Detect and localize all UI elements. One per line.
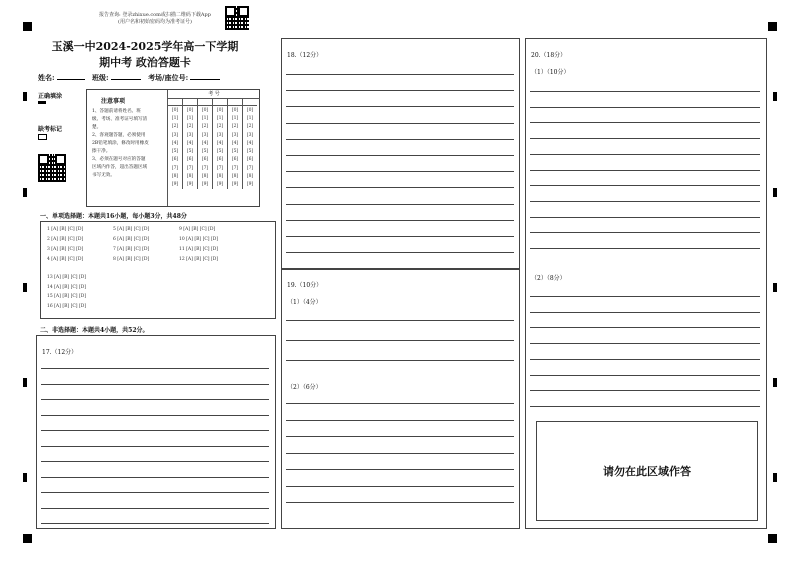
mc-question-item[interactable]: 7 [A] [B] [C] [D]	[113, 247, 150, 252]
section2-title: 二、非选择题：本题共4小题，共52分。	[40, 327, 149, 334]
notice-title: 注意事项	[101, 98, 126, 105]
exam-digit-bubble[interactable]: [4]	[243, 139, 258, 147]
section1-title: 一、单项选择题：本题共16小题，每小题3分，共48分	[40, 213, 187, 220]
exam-number-area	[167, 90, 260, 206]
exam-digit-bubble[interactable]: [5]	[243, 147, 258, 155]
class-field[interactable]	[111, 79, 141, 80]
q19-answer-box[interactable]	[281, 269, 520, 529]
notice-line: 级、考场、准考证号填写清	[92, 117, 148, 122]
mc-question-item[interactable]: 16 [A] [B] [C] [D]	[47, 303, 87, 309]
mc-question-item[interactable]: 2 [A] [B] [C] [D]	[47, 237, 84, 242]
mc-question-item[interactable]: 4 [A] [B] [C] [D]	[47, 257, 84, 262]
exam-digit-bubble[interactable]: [0]	[228, 106, 243, 115]
answer-line	[286, 204, 514, 205]
app-qr-code-icon	[225, 6, 249, 30]
exam-digit-bubble[interactable]: [6]	[183, 156, 198, 164]
timing-mark	[773, 378, 777, 387]
mc-question-item[interactable]: 1 [A] [B] [C] [D]	[47, 227, 84, 232]
corner-mark-tr	[768, 22, 777, 31]
answer-line	[286, 252, 514, 253]
timing-mark	[23, 283, 27, 292]
mc-question-item[interactable]: 5 [A] [B] [C] [D]	[113, 227, 150, 232]
mc-answer-box	[40, 221, 276, 319]
answer-line	[286, 155, 514, 156]
absent-mark-label: 缺考标记	[38, 126, 63, 133]
exam-digit-bubble[interactable]: [6]	[213, 156, 228, 164]
answer-line	[41, 461, 269, 462]
timing-mark	[23, 378, 27, 387]
exam-digit-bubble[interactable]: [3]	[198, 131, 213, 139]
page-title: 玉溪一中2024-2025学年高一下学期	[51, 40, 239, 53]
exam-digit-bubble[interactable]: [9]	[171, 182, 179, 188]
exam-digit-bubble[interactable]: [8]	[198, 172, 213, 180]
exam-digit-bubble[interactable]: [7]	[183, 164, 198, 172]
answer-line	[41, 399, 269, 400]
mc-question-item[interactable]: 11 [A] [B] [C] [D]	[179, 247, 219, 252]
notice-line: 2、客观题答题，必须使用	[92, 133, 146, 138]
answer-line	[530, 122, 760, 123]
exam-digit-bubble[interactable]: [3]	[171, 132, 179, 138]
answer-line	[530, 217, 760, 218]
exam-digit-bubble[interactable]: [8]	[243, 172, 258, 180]
exam-digit-bubble[interactable]: [2]	[171, 124, 179, 130]
answer-line	[286, 123, 514, 124]
seat-label: 考场/座位号:	[148, 73, 189, 82]
report-query-line1: 报告查询: 登录zhixue.com或扫描二维码下载App	[99, 12, 211, 18]
exam-digit-bubble[interactable]: [0]	[243, 106, 258, 115]
answer-line	[41, 446, 269, 447]
answer-line	[41, 430, 269, 431]
exam-digit-bubble[interactable]: [7]	[243, 164, 258, 172]
exam-digit-bubble[interactable]: [7]	[228, 164, 243, 172]
exam-digit-bubble[interactable]: [0]	[198, 106, 213, 115]
mc-question-item[interactable]: 10 [A] [B] [C] [D]	[179, 237, 219, 242]
exam-digit-bubble[interactable]: [1]	[198, 114, 213, 122]
answer-line	[530, 232, 760, 233]
exam-digit-bubble[interactable]: [9]	[198, 181, 213, 189]
answer-line	[286, 453, 514, 454]
answer-line	[41, 368, 269, 369]
timing-mark	[23, 188, 27, 197]
answer-line	[286, 106, 514, 107]
q19-2-label: （2）（6分）	[287, 384, 322, 391]
answer-line	[530, 107, 760, 108]
answer-line	[41, 492, 269, 493]
mc-question-item[interactable]: 14 [A] [B] [C] [D]	[47, 284, 87, 290]
name-label: 姓名:	[38, 73, 55, 82]
notice-line: 擦干净。	[92, 149, 111, 154]
exam-digit-bubble[interactable]: [3]	[213, 131, 228, 139]
timing-mark	[773, 188, 777, 197]
mc-question-item[interactable]: 3 [A] [B] [C] [D]	[47, 247, 84, 252]
q19-1-label: （1）（4分）	[287, 299, 322, 306]
answer-line	[286, 171, 514, 172]
report-query-line2: (用户名和初始密码均为准考证号)	[118, 19, 192, 25]
exam-digit-bubble[interactable]: [4]	[213, 139, 228, 147]
exam-digit-bubble[interactable]: [7]	[171, 165, 179, 171]
corner-mark-tl	[23, 22, 32, 31]
notice-line: 书写无效。	[92, 173, 115, 178]
exam-digit-bubble[interactable]: [3]	[183, 131, 198, 139]
corner-mark-br	[768, 534, 777, 543]
answer-line	[286, 220, 514, 221]
answer-line	[530, 327, 760, 328]
exam-digit-bubble[interactable]: [5]	[198, 147, 213, 155]
answer-line	[530, 170, 760, 171]
timing-mark	[773, 92, 777, 101]
timing-mark	[23, 92, 27, 101]
mc-question-item[interactable]: 8 [A] [B] [C] [D]	[113, 257, 150, 262]
exam-digit-bubble[interactable]: [7]	[198, 164, 213, 172]
answer-line	[286, 403, 514, 404]
answer-line	[530, 201, 760, 202]
name-field[interactable]	[57, 79, 85, 80]
exam-digit-bubble[interactable]: [0]	[171, 107, 179, 113]
exam-digit-bubble[interactable]: [6]	[198, 156, 213, 164]
page-subtitle: 期中考 政治答题卡	[99, 56, 191, 69]
exam-digit-bubble[interactable]: [2]	[198, 123, 213, 131]
answer-line	[530, 359, 760, 360]
notice-exam-box	[86, 89, 260, 207]
answer-line	[286, 420, 514, 421]
notice-line: 区域内作答，超出答题区域	[92, 165, 148, 170]
answer-line	[41, 477, 269, 478]
correct-fill-sample	[38, 101, 46, 104]
exam-number-grid	[168, 99, 257, 189]
exam-digit-bubble[interactable]: [2]	[228, 123, 243, 131]
answer-line	[286, 486, 514, 487]
exam-digit-bubble[interactable]: [5]	[183, 147, 198, 155]
answer-line	[41, 508, 269, 509]
answer-line	[286, 340, 514, 341]
answer-line	[286, 502, 514, 503]
exam-digit-bubble[interactable]: [8]	[183, 172, 198, 180]
answer-line	[286, 436, 514, 437]
exam-digit-bubble[interactable]: [3]	[243, 131, 258, 139]
exam-digit-bubble[interactable]: [2]	[243, 123, 258, 131]
mc-question-item[interactable]: 13 [A] [B] [C] [D]	[47, 275, 87, 280]
exam-digit-bubble[interactable]: [4]	[198, 139, 213, 147]
q20-answer-box[interactable]	[525, 38, 767, 529]
exam-digit-bubble[interactable]: [1]	[171, 115, 179, 121]
exam-digit-bubble[interactable]: [1]	[213, 114, 228, 122]
answer-line	[41, 523, 269, 524]
absent-mark-box[interactable]	[38, 134, 47, 140]
q18-answer-box[interactable]	[281, 38, 520, 269]
answer-line	[530, 185, 760, 186]
answer-line	[530, 248, 760, 249]
answer-line	[286, 469, 514, 470]
notice-line: 2B铅笔填涂，修改时用橡皮	[92, 141, 149, 146]
answer-line	[286, 320, 514, 321]
exam-digit-bubble[interactable]: [8]	[213, 172, 228, 180]
mc-question-item[interactable]: 12 [A] [B] [C] [D]	[179, 257, 219, 262]
mc-question-item[interactable]: 15 [A] [B] [C] [D]	[47, 294, 87, 299]
answer-line	[530, 375, 760, 376]
exam-digit-bubble[interactable]: [6]	[228, 156, 243, 164]
exam-digit-bubble[interactable]: [0]	[183, 106, 198, 115]
answer-line	[286, 90, 514, 91]
exam-digit-bubble[interactable]: [5]	[228, 147, 243, 155]
answer-line	[530, 154, 760, 155]
q20-1-label: （1）（10分）	[531, 69, 570, 76]
exam-digit-bubble[interactable]: [5]	[171, 149, 179, 155]
answer-line	[286, 360, 514, 361]
correct-fill-label: 正确填涂	[38, 93, 63, 100]
q17-label: 17.（12分）	[42, 349, 78, 356]
exam-digit-bubble[interactable]: [1]	[228, 114, 243, 122]
exam-digit-bubble[interactable]: [4]	[183, 139, 198, 147]
report-query-note	[80, 12, 230, 26]
exam-digit-bubble[interactable]: [9]	[243, 181, 258, 189]
answer-line	[530, 91, 760, 92]
corner-mark-bl	[23, 534, 32, 543]
exam-digit-bubble[interactable]: [4]	[228, 139, 243, 147]
exam-digit-bubble[interactable]: [2]	[213, 123, 228, 131]
timing-mark	[23, 473, 27, 482]
exam-digit-bubble[interactable]: [1]	[243, 114, 258, 122]
no-answer-zone-text: 请勿在此区域作答	[603, 465, 691, 478]
answer-line	[530, 138, 760, 139]
no-answer-zone	[536, 421, 758, 521]
answer-line	[286, 139, 514, 140]
seat-field[interactable]	[190, 79, 220, 80]
exam-digit-bubble[interactable]: [5]	[213, 147, 228, 155]
exam-digit-bubble[interactable]: [9]	[213, 181, 228, 189]
answer-line	[286, 187, 514, 188]
timing-mark	[773, 473, 777, 482]
answer-line	[530, 406, 760, 407]
exam-digit-bubble[interactable]: [1]	[183, 114, 198, 122]
student-info-row	[38, 73, 225, 83]
exam-digit-bubble[interactable]: [3]	[228, 131, 243, 139]
exam-digit-bubble[interactable]: [0]	[213, 106, 228, 115]
q19-label: 19.（10分）	[287, 282, 323, 289]
exam-number-label: 考 号	[168, 90, 260, 99]
exam-digit-bubble[interactable]: [9]	[228, 181, 243, 189]
answer-line	[41, 384, 269, 385]
exam-digit-bubble[interactable]: [7]	[213, 164, 228, 172]
answer-line	[286, 74, 514, 75]
exam-digit-bubble[interactable]: [4]	[171, 140, 179, 146]
answer-line	[530, 312, 760, 313]
exam-digit-bubble[interactable]: [6]	[171, 157, 179, 163]
exam-digit-bubble[interactable]: [6]	[243, 156, 258, 164]
answer-line	[530, 390, 760, 391]
class-label: 班级:	[92, 73, 109, 82]
notice-list	[92, 108, 164, 180]
q20-2-label: （2）（8分）	[531, 275, 566, 282]
answer-line	[286, 236, 514, 237]
answer-line	[41, 415, 269, 416]
timing-mark	[773, 283, 777, 292]
q18-label: 18.（12分）	[287, 52, 323, 59]
mc-question-item[interactable]: 9 [A] [B] [C] [D]	[179, 227, 216, 232]
exam-digit-bubble[interactable]: [2]	[183, 123, 198, 131]
q17-answer-box[interactable]	[36, 335, 276, 529]
student-qr-code-icon	[38, 154, 66, 182]
exam-digit-bubble[interactable]: [8]	[171, 174, 179, 180]
answer-line	[530, 296, 760, 297]
exam-digit-bubble[interactable]: [9]	[183, 181, 198, 189]
notice-line: 楚。	[92, 125, 102, 130]
notice-line: 1、答题前请将姓名、班	[92, 109, 141, 114]
notice-line: 3、必须在题号对应的答题	[92, 157, 146, 162]
mc-question-item[interactable]: 6 [A] [B] [C] [D]	[113, 237, 150, 242]
answer-line	[530, 343, 760, 344]
q20-label: 20.（18分）	[531, 52, 567, 59]
exam-digit-bubble[interactable]: [8]	[228, 172, 243, 180]
